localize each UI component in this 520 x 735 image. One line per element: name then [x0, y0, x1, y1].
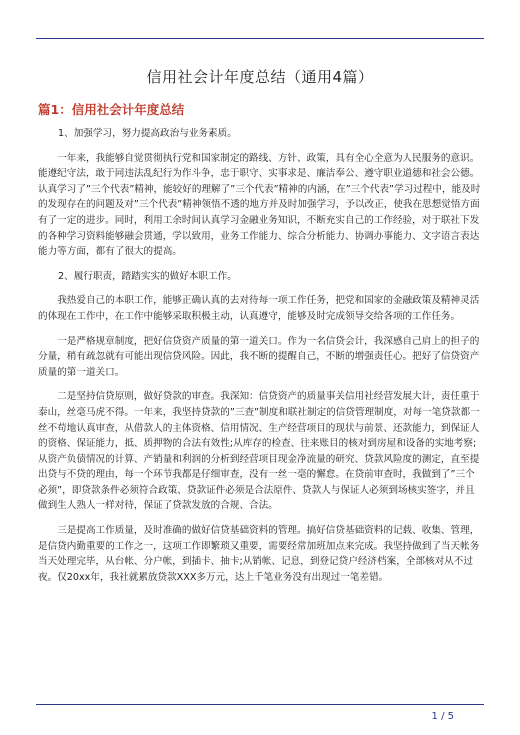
- paragraph-1: 一年来，我能够自觉贯彻执行党和国家制定的路线、方针、政策，具有全心全意为人民服务的意识。能遵纪守法，敢于同违法乱纪行为作斗争，忠于职守、实事求是、廉洁奉公、遵守职业道德和社会公德。认真学习了”三个代表”精神，能较好的理解了”三个代表”精神的内涵，在”三个代表”学习过程中，能及时的发现存在的问题及对”三个代表”精神领悟不透的地方并及时加强学习，予以改正，使我在思想觉悟方面有了一定的进步。同时，利用工余时间认真学习金融业务知识，不断充实自己的工作经验，对于联社下发的各种学习资料能够融会贯通，学以致用，业务工作能力、综合分析能力、协调办事能力、文字语言表达能力等方面，都有了很大的提高。: [38, 152, 481, 258]
- paragraph-4: 二是坚持信贷原则，做好贷款的审查。我深知：信贷资产的质量事关信用社经营发展大计，责任重于泰山，丝毫马虎不得。一年来，我坚持贷款的”三查”制度和联社制定的信贷管理制度，对每一笔贷款都一丝不苟地认真审查，从借款人的主体资格、信用情况、生产经营项目的现状与前景、还款能力，到保证人的资格、保证能力，抵、质押物的合法有效性;从库存的检查、往来账目的核对到房屋和设备的实地考察;从资产负债情况的计算、产销量和利润的分析到经营项目现金净流量的研究、贷款风险度的测定，直至提出贷与不贷的理由，每一个环节我都是仔细审查，没有一丝一毫的懈怠。在贷前审查时，我做到了”三个必须”，即贷款条件必须符合政策、贷款证件必须是合法原件、贷款人与保证人必须到场核实签字，并且做到生人熟人一样对待，保证了贷款发放的合规、合法。: [38, 391, 480, 512]
- paragraph-2: 我热爱自己的本职工作，能够正确认真的去对待每一项工作任务，把党和国家的金融政策及精神灵活的体现在工作中，在工作中能够采取积极主动，认真遵守，能够及时完成领导交给各项的工作任务。: [38, 295, 480, 322]
- paragraph-3: 一是严格规章制度，把好信贷资产质量的第一道关口。作为一名信贷会计，我深感自己肩上的担子的分量，稍有疏忽就有可能出现信贷风险。因此，我不断的提醒自己，不断的增强责任心。把好了信贷资产质量的第一道关口。: [38, 335, 480, 378]
- section-heading: 篇1：信用社会计年度总结: [38, 102, 185, 117]
- page-number: 1 / 5: [431, 711, 454, 722]
- paragraph-5: 三是提高工作质量，及时准确的做好信贷基础资料的管理。搞好信贷基础资料的记载、收集、管理，是信贷内勤重要的工作之一，这项工作即繁琐又重要，需要经常加班加点来完成。我坚持做到了当天帐务当天处理完毕，从台帐、分户帐，到插卡、抽卡;从销帐、记息，到登记贷户经济档案，全部核对从不过夜。仅20xx年，我社就累放贷款XXX多万元，达上千笔业务没有出现过一笔差错。: [38, 525, 480, 583]
- subheading-1: 1、加强学习，努力提高政治与业务素质。: [58, 128, 237, 139]
- document-title: 信用社会计年度总结（通用4篇）: [146, 68, 374, 86]
- footer-rule: [36, 704, 484, 705]
- subheading-2: 2、履行职责，踏踏实实的做好本职工作。: [58, 270, 237, 282]
- document-body: [38, 126, 482, 594]
- header-rule: [36, 38, 484, 39]
